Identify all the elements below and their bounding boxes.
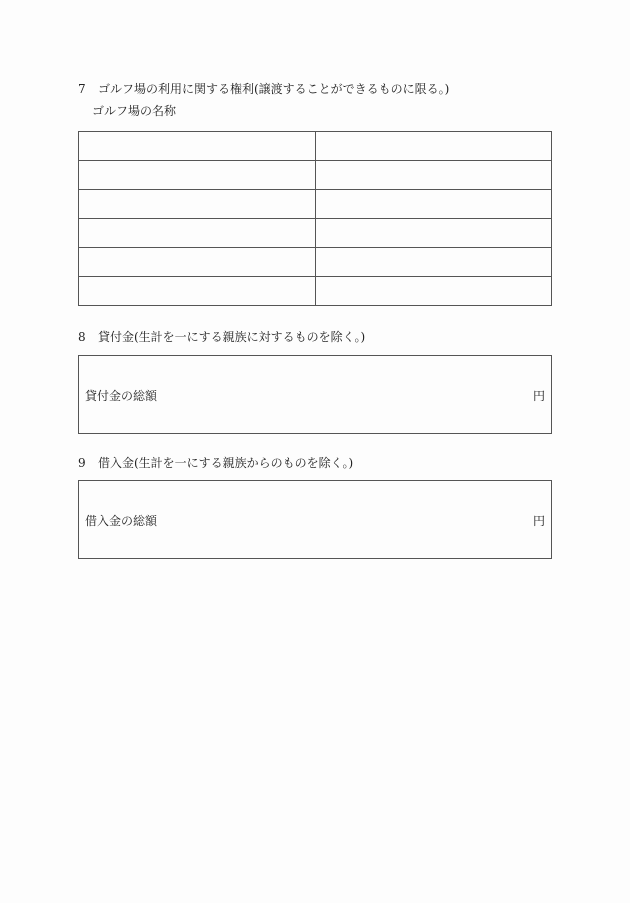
table-row: [79, 248, 552, 277]
table-cell[interactable]: [79, 132, 316, 161]
table-cell[interactable]: [315, 219, 552, 248]
loan-total-unit: 円: [532, 389, 545, 403]
section-7-title: ゴルフ場の利用に関する権利(譲渡することができるものに限る。): [98, 82, 450, 96]
golf-course-table: [78, 131, 552, 306]
table-cell[interactable]: [79, 219, 316, 248]
section-7-heading: [78, 82, 449, 96]
borrowing-total-unit: 円: [532, 514, 545, 528]
table-row: [79, 277, 552, 306]
table-row: [79, 161, 552, 190]
borrowing-total-label: 借入金の総額: [85, 514, 158, 528]
section-8-title: 貸付金(生計を一にする親族に対するものを除く。): [98, 330, 366, 344]
section-8-number: 8: [78, 330, 86, 344]
table-cell[interactable]: [79, 277, 316, 306]
table-cell[interactable]: [79, 190, 316, 219]
table-cell[interactable]: [315, 248, 552, 277]
borrowing-total-box[interactable]: [78, 480, 552, 559]
section-9-number: 9: [78, 456, 86, 470]
section-7-number: 7: [78, 82, 86, 96]
golf-course-name-label: ゴルフ場の名称: [92, 104, 177, 118]
table-cell[interactable]: [315, 161, 552, 190]
section-9-title: 借入金(生計を一にする親族からのものを除く。): [98, 456, 354, 470]
section-9-heading: [78, 456, 353, 470]
table-row: [79, 132, 552, 161]
table-cell[interactable]: [315, 190, 552, 219]
table-cell[interactable]: [79, 248, 316, 277]
table-row: [79, 219, 552, 248]
section-8-heading: [78, 330, 365, 344]
table-cell[interactable]: [79, 161, 316, 190]
table-cell[interactable]: [315, 132, 552, 161]
loan-total-label: 貸付金の総額: [85, 389, 158, 403]
loan-total-box[interactable]: [78, 355, 552, 434]
table-cell[interactable]: [315, 277, 552, 306]
table-row: [79, 190, 552, 219]
